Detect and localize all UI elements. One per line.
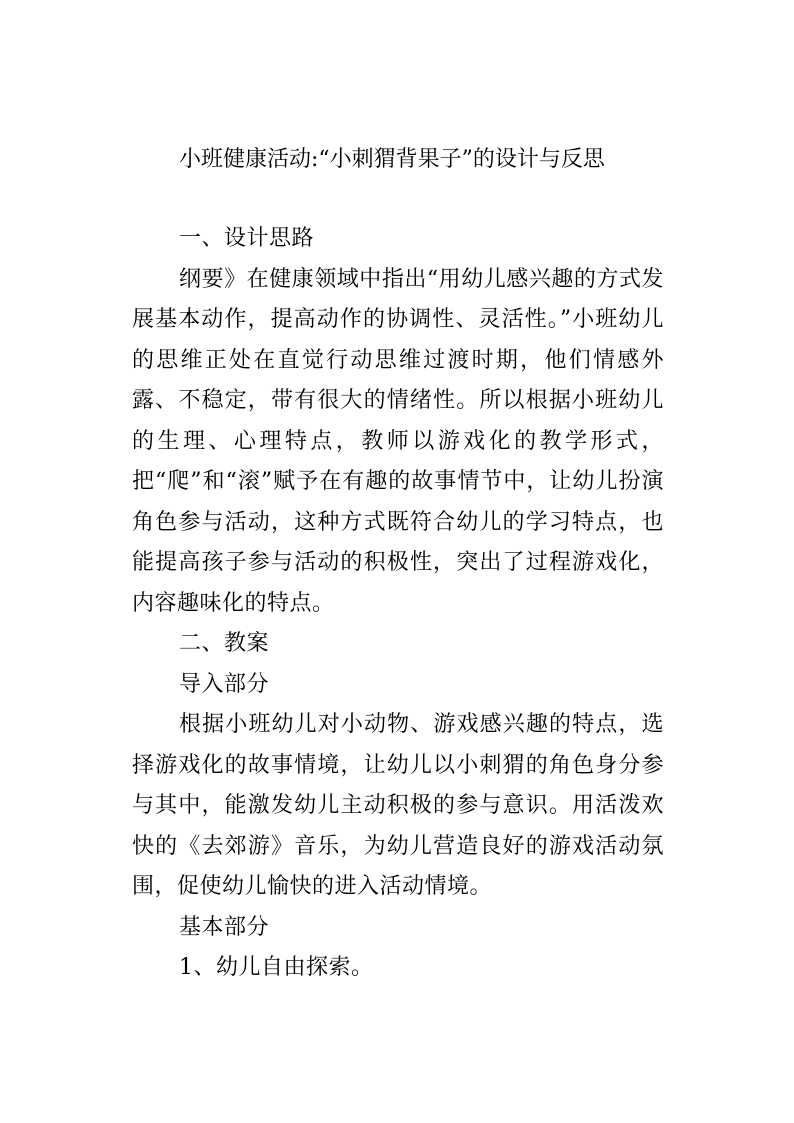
paragraph-design: 纲要》在健康领域中指出“用幼儿感兴趣的方式发展基本动作，提高动作的协调性、灵活性。”小班幼儿的思维正处在直觉行动思维过渡时期，他们情感外露、不稳定，带有很大的情绪性。所以根据小班幼儿的生理、心理特点，教师以游戏化的教学形式，把“爬”和“滚”赋予在有趣的故事情节中，让幼儿扮演角色参与活动，这种方式既符合幼儿的学习特点，也能提高孩子参与活动的积极性，突出了过程游戏化，内容趣味化的特点。 xyxy=(132,266,664,616)
section-heading-plan: 二、教案 xyxy=(179,631,270,656)
subheading-intro: 导入部分 xyxy=(179,671,270,697)
step-1: 1、幼儿自由探索。 xyxy=(179,955,374,980)
document-title: 小班健康活动:“小刺猬背果子”的设计与反思 xyxy=(179,147,605,172)
document-body xyxy=(132,219,664,989)
paragraph-intro: 根据小班幼儿对小动物、游戏感兴趣的特点，选择游戏化的故事情境，让幼儿以小刺猬的角色身分参与其中，能激发幼儿主动积极的参与意识。用活泼欢快的《去郊游》音乐，为幼儿营造良好的游戏活动氛围，促使幼儿愉快的进入活动情境。 xyxy=(132,712,664,899)
subheading-basic: 基本部分 xyxy=(179,914,270,940)
section-heading-design: 一、设计思路 xyxy=(179,226,315,251)
